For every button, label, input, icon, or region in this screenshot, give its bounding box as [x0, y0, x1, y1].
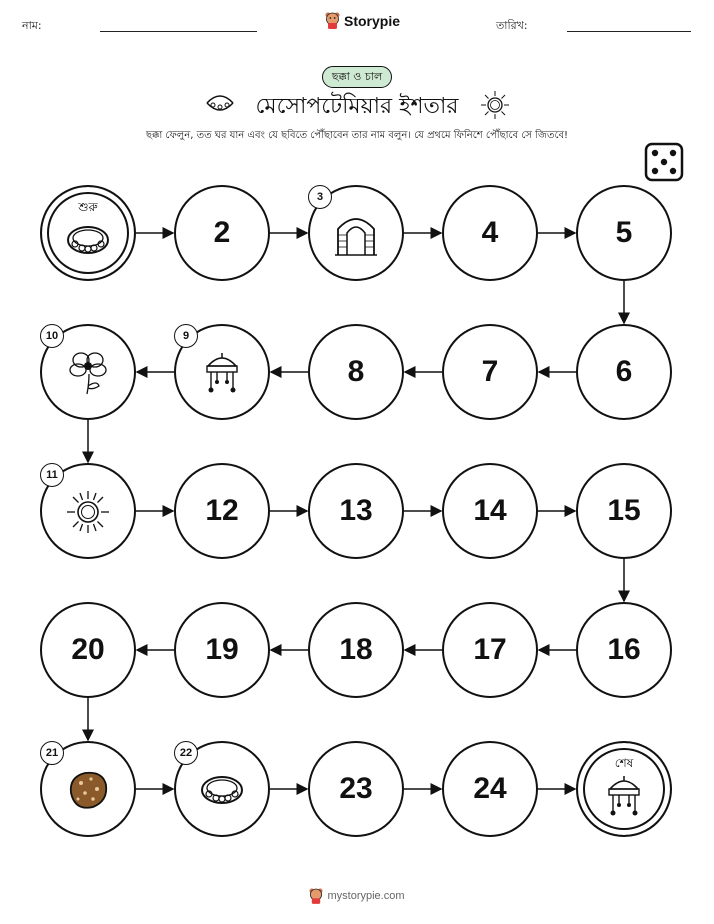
board-cell-19 [174, 602, 270, 698]
cell-number: 8 [347, 355, 365, 388]
board-cell-2 [174, 185, 270, 281]
board-cell-13 [308, 463, 404, 559]
cell-number-badge: 3 [308, 185, 332, 209]
cell-number: 23 [339, 772, 373, 805]
footer [0, 888, 714, 904]
board-cell-4 [442, 185, 538, 281]
board-cell-24 [442, 741, 538, 837]
board-cell-5 [576, 185, 672, 281]
cell-number: 17 [473, 633, 507, 666]
sun-icon [65, 489, 111, 539]
cell-number-badge: 11 [40, 463, 64, 487]
board-cell-16 [576, 602, 672, 698]
cell-number: 6 [615, 355, 633, 388]
bear-logo-icon [309, 888, 323, 904]
crown-icon [199, 350, 245, 396]
finish-label: শেষ [614, 756, 634, 770]
page-title: মেসোপটেমিয়ার ইশতার [255, 94, 459, 119]
board-cell-6 [576, 324, 672, 420]
crown-icon [601, 773, 647, 823]
cell-number: 2 [213, 216, 231, 249]
board-cell-11 [40, 463, 136, 559]
board-cell-7 [442, 324, 538, 420]
start-cell [40, 185, 136, 281]
flower-icon [65, 350, 111, 400]
board-cell-9 [174, 324, 270, 420]
cell-number: 19 [205, 633, 239, 666]
cell-number: 14 [473, 494, 507, 527]
cell-number-badge: 22 [174, 741, 198, 765]
cell-number: 4 [481, 216, 499, 249]
board-cell-8 [308, 324, 404, 420]
ring-icon [65, 217, 111, 267]
board-cell-12 [174, 463, 270, 559]
name-label: নাম: [22, 19, 42, 32]
gate-icon [333, 211, 379, 257]
board-cell-17 [442, 602, 538, 698]
crown-icon [601, 773, 647, 819]
cell-number: 18 [339, 633, 373, 666]
board-cell-22 [174, 741, 270, 837]
cell-number: 15 [607, 494, 641, 527]
sun-icon [65, 489, 111, 535]
crown-icon [199, 350, 245, 400]
cell-number: 5 [615, 216, 633, 249]
instructions: ছক্কা ফেলুন, তত ঘর যান এবং যে ছবিতে পৌঁছাবেন তার নাম বলুন। যে প্রথমে ফিনিশে পৌঁছাবে সে জিতবে! [145, 130, 569, 141]
cell-number: 12 [205, 494, 239, 527]
cell-number: 20 [71, 633, 105, 666]
date-label: তারিখ: [496, 19, 528, 32]
ring-icon [199, 767, 245, 813]
start-label: শুরু [78, 200, 98, 214]
board-cell-14 [442, 463, 538, 559]
board-cell-3 [308, 185, 404, 281]
brand-name: Storypie [344, 12, 401, 29]
cell-number-badge: 21 [40, 741, 64, 765]
ring-icon [199, 767, 245, 817]
cell-number: 7 [481, 355, 499, 388]
cell-number: 13 [339, 494, 373, 527]
stone-icon [65, 767, 111, 813]
footer-site[interactable]: mystorypie.com [327, 890, 405, 902]
game-tag: ছক্কা ও চাল [322, 66, 392, 88]
cell-number-badge: 9 [174, 324, 198, 348]
board-cell-21 [40, 741, 136, 837]
board-cell-10 [40, 324, 136, 420]
flower-icon [65, 350, 111, 396]
board-cell-15 [576, 463, 672, 559]
board-cell-18 [308, 602, 404, 698]
ring-icon [65, 217, 111, 263]
board-cell-23 [308, 741, 404, 837]
board-cell-20 [40, 602, 136, 698]
finish-cell [576, 741, 672, 837]
cell-number-badge: 10 [40, 324, 64, 348]
stone-icon [65, 767, 111, 817]
gate-icon [333, 211, 379, 261]
cell-number: 24 [473, 772, 507, 805]
cell-number: 16 [607, 633, 641, 666]
